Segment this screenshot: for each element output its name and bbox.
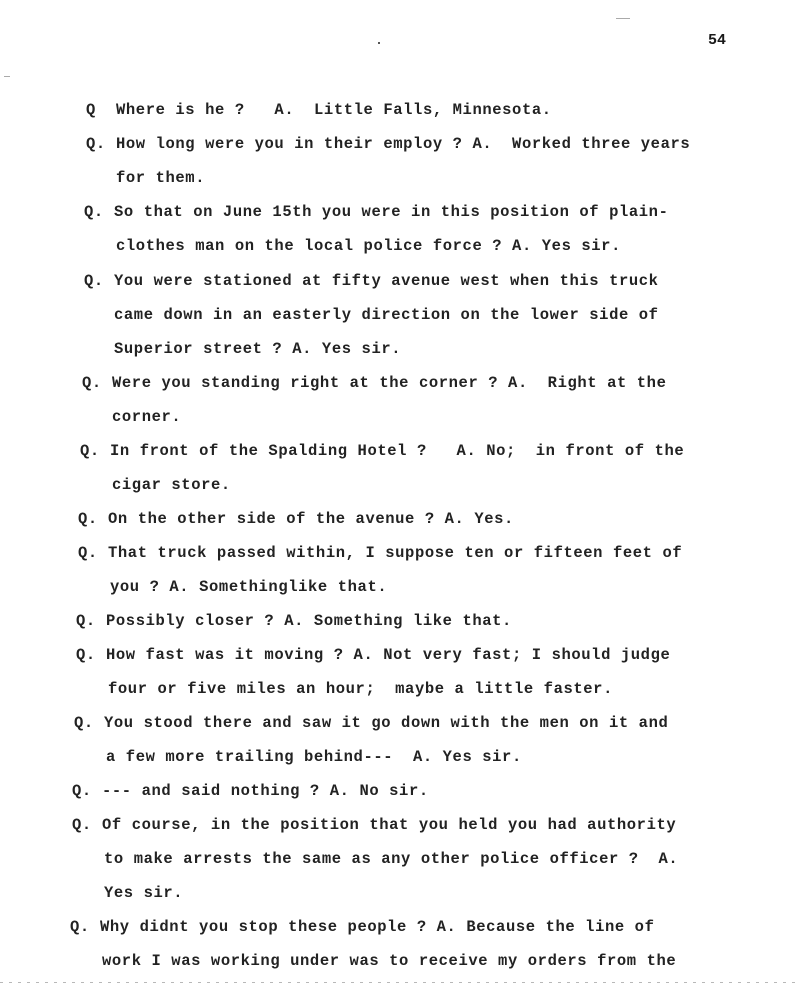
continuation-line bbox=[112, 476, 231, 494]
line-text: On the other side of the avenue ? A. Yes. bbox=[108, 510, 514, 528]
question-line bbox=[72, 782, 429, 800]
line-text: That truck passed within, I suppose ten or fifteen feet of bbox=[108, 544, 683, 562]
line-text: Possibly closer ? A. Something like that. bbox=[106, 612, 512, 630]
line-prefix: Q. bbox=[84, 272, 104, 290]
scan-speck bbox=[378, 42, 380, 44]
line-text: to make arrests the same as any other police officer ? A. bbox=[104, 850, 679, 868]
page-number: 54 bbox=[708, 32, 727, 49]
question-line bbox=[84, 203, 668, 221]
line-text: In front of the Spalding Hotel ? A. No; in front of the bbox=[110, 442, 685, 460]
line-prefix: Q. bbox=[82, 374, 102, 392]
continuation-line bbox=[104, 884, 183, 902]
line-prefix: Q. bbox=[78, 544, 98, 562]
line-text: a few more trailing behind--- A. Yes sir. bbox=[106, 748, 522, 766]
continuation-line bbox=[116, 237, 621, 255]
continuation-line bbox=[114, 306, 659, 324]
line-text: So that on June 15th you were in this position of plain- bbox=[114, 203, 669, 221]
line-text: Where is he ? A. Little Falls, Minnesota. bbox=[116, 101, 552, 119]
line-text: corner. bbox=[112, 408, 182, 426]
line-text: you ? A. Somethinglike that. bbox=[110, 578, 388, 596]
line-text: Yes sir. bbox=[104, 884, 184, 902]
line-prefix: Q. bbox=[86, 135, 106, 153]
line-prefix: Q bbox=[86, 101, 96, 119]
line-text: Of course, in the position that you held you had authority bbox=[102, 816, 677, 834]
question-line bbox=[78, 544, 682, 562]
line-prefix: Q. bbox=[76, 612, 96, 630]
line-prefix: Q. bbox=[76, 646, 96, 664]
question-line bbox=[86, 101, 552, 119]
question-line bbox=[76, 612, 512, 630]
question-line bbox=[74, 714, 668, 732]
scan-speck bbox=[616, 18, 630, 19]
line-prefix: Q. bbox=[80, 442, 100, 460]
line-text: work I was working under was to receive my orders from the bbox=[102, 952, 677, 970]
line-prefix: Q. bbox=[72, 816, 92, 834]
line-prefix: Q. bbox=[84, 203, 104, 221]
question-line bbox=[76, 646, 670, 664]
continuation-line bbox=[112, 408, 181, 426]
line-text: How long were you in their employ ? A. Worked three years bbox=[116, 135, 691, 153]
continuation-line bbox=[106, 748, 522, 766]
question-line bbox=[86, 135, 690, 153]
line-text: Superior street ? A. Yes sir. bbox=[114, 340, 402, 358]
question-line bbox=[84, 272, 659, 290]
line-text: came down in an easterly direction on the lower side of bbox=[114, 306, 659, 324]
continuation-line bbox=[114, 340, 401, 358]
line-prefix: Q. bbox=[78, 510, 98, 528]
line-text: You were stationed at fifty avenue west when this truck bbox=[114, 272, 659, 290]
continuation-line bbox=[108, 680, 613, 698]
question-line bbox=[78, 510, 514, 528]
line-prefix: Q. bbox=[70, 918, 90, 936]
line-text: four or five miles an hour; maybe a little faster. bbox=[108, 680, 613, 698]
line-text: Were you standing right at the corner ? A. Right at the bbox=[112, 374, 667, 392]
question-line bbox=[82, 374, 666, 392]
line-text: for them. bbox=[116, 169, 206, 187]
line-text: clothes man on the local police force ? A. Yes sir. bbox=[116, 237, 621, 255]
question-line bbox=[70, 918, 654, 936]
continuation-line bbox=[104, 850, 678, 868]
continuation-line bbox=[110, 578, 387, 596]
scan-noise bbox=[0, 982, 800, 983]
continuation-line bbox=[102, 952, 676, 970]
line-prefix: Q. bbox=[72, 782, 92, 800]
continuation-line bbox=[116, 169, 205, 187]
question-line bbox=[80, 442, 684, 460]
line-text: You stood there and saw it go down with the men on it and bbox=[104, 714, 669, 732]
scan-speck bbox=[4, 76, 10, 77]
line-prefix: Q. bbox=[74, 714, 94, 732]
question-line bbox=[72, 816, 676, 834]
line-text: --- and said nothing ? A. No sir. bbox=[102, 782, 429, 800]
line-text: How fast was it moving ? A. Not very fast; I should judge bbox=[106, 646, 671, 664]
line-text: cigar store. bbox=[112, 476, 231, 494]
line-text: Why didnt you stop these people ? A. Because the line of bbox=[100, 918, 655, 936]
